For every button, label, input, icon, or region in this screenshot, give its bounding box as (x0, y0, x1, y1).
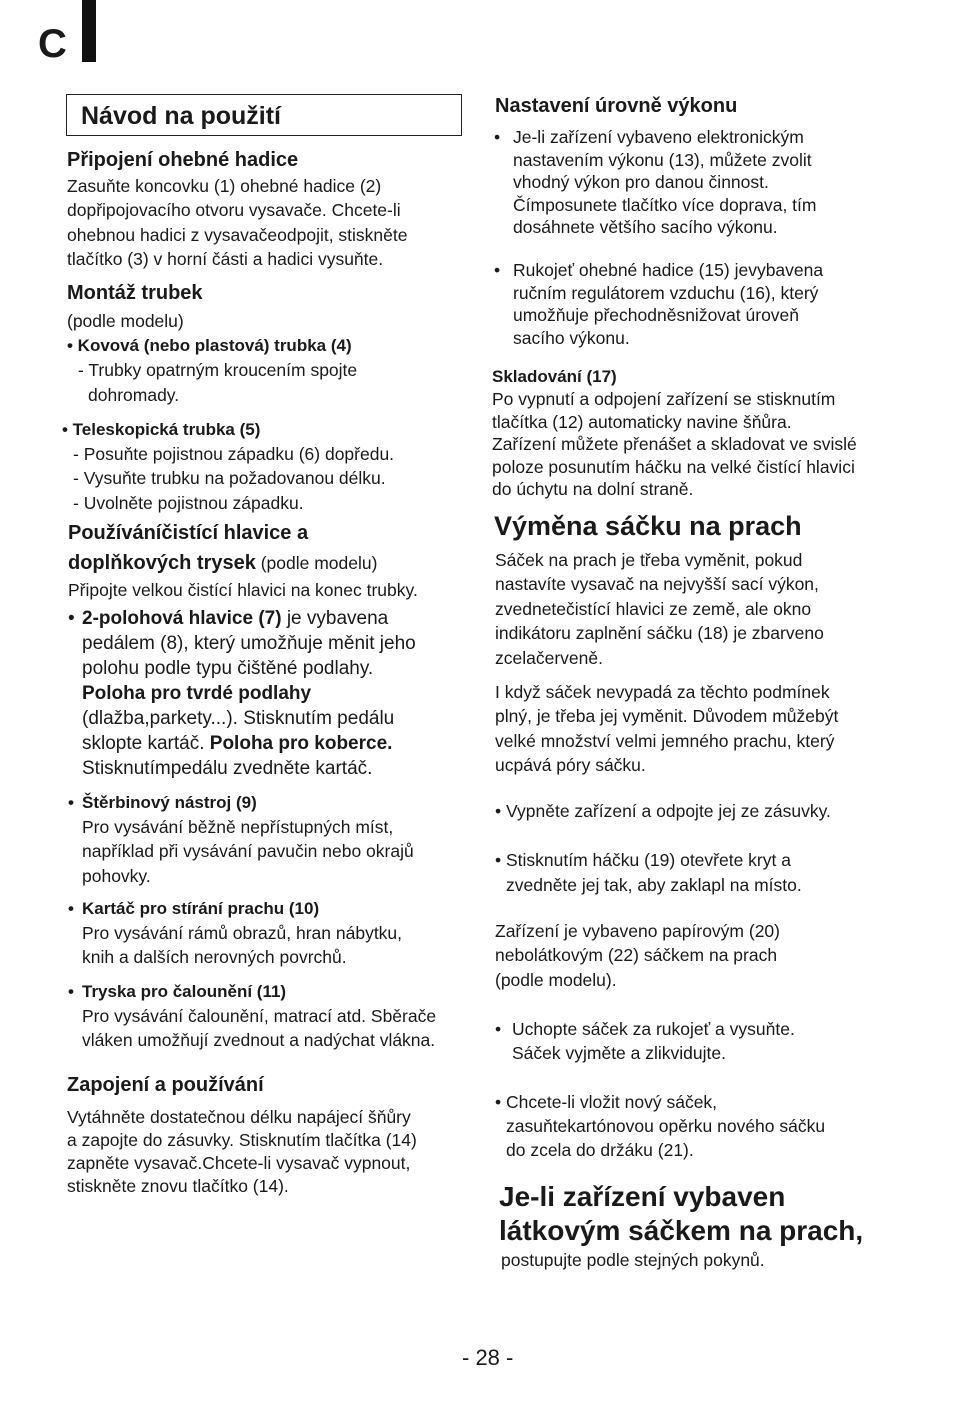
bag-paragraph-1: Sáček na prach je třeba vyměnit, pokud nastavíte vysavač na nejvyšší sací výkon, zvednetečistící hlavici ze země, ale okno indikátoru zaplnění sáčku (18) je zbarveno zcelačerveně. (495, 550, 824, 668)
metal-tube-line-1: - Trubky opatrným kroucením spojte (78, 360, 358, 380)
power-bullet-1-text: Je-li zařízení vybaveno elektronickým nastavením výkonu (13), můžete zvolit vhodný výkon pro danou činnost. Čímposunete tlačítko více doprava, tím dosáhnete většího sacího výkonu. (513, 127, 817, 237)
section-heading-power: Nastavení úrovně výkonu (495, 95, 738, 117)
bag-paragraph-2: I když sáček nevypadá za těchto podmínek plný, je třeba jej vyměnit. Důvodem můžebýt velké množství velmi jemného prachu, který ucpává póry sáčku. (495, 682, 839, 776)
power-bullet-1-dot: • (494, 127, 501, 147)
telescopic-tube-title: • Teleskopická trubka (5) (62, 420, 261, 439)
section-heading-tubes: Montáž trubek (67, 282, 203, 304)
upholstery-nozzle-text: Pro vysávání čalounění, matrací atd. Sběrače vláken umožňují zvednout a nadýchat vlákna. (82, 1006, 437, 1051)
power-bullet-2-text: Rukojeť ohebné hadice (15) jevybavena ručním regulátorem vzduchu (16), který umožňuje přechodněsnižovat úroveň sacího výkonu. (513, 260, 824, 348)
section-heading-hose: Připojení ohebné hadice (67, 149, 299, 171)
bag-bullet-remove-dot: • (495, 1019, 502, 1039)
bag-paragraph-3: Zařízení je vybaveno papírovým (20) nebolátkovým (22) sáčkem na prach (podle modelu). (495, 921, 780, 990)
power-bullet-2-dot: • (494, 260, 501, 280)
operation-text: Vytáhněte dostatečnou délku napájecí šňůry a zapojte do zásuvky. Stisknutím tlačítka (14) zapněte vysavač.Chcete-li vysavač vypnout, stiskněte znovu tlačítko (14). (67, 1107, 417, 1196)
crevice-tool-text: Pro vysávání běžně nepřístupných míst, například při vysávání pavučin nebo okrajů pohovky. (82, 817, 414, 886)
page-title: Návod na použití (81, 102, 281, 130)
heads-intro: Připojte velkou čistící hlavici na konec trubky. (68, 580, 418, 600)
dust-brush-bullet: • (68, 899, 74, 918)
telescopic-tube-text: - Posuňte pojistnou západku (6) dopředu. - Vysuňte trubku na požadovanou délku. - Uvolněte pojistnou západku. (73, 444, 395, 513)
language-marker: C (38, 22, 67, 66)
bag-bullet-unplug: • Vypněte zařízení a odpojte jej ze zásuvky. (495, 801, 831, 821)
section-heading-storage: Skladování (17) (492, 367, 617, 386)
section-heading-bag: Výměna sáčku na prach (494, 511, 802, 541)
page-number: - 28 - (462, 1345, 514, 1370)
hose-text: Zasuňte koncovku (1) ohebné hadice (2) dopřipojovacího otvoru vysavače. Chcete-li ohebnou hadici z vysavačeodpojit, stiskněte tlačítko (3) v horní části a hadici vysuňte. (67, 176, 408, 270)
two-position-head-text: 2-polohová hlavice (7) je vybavena pedálem (8), který umožňuje měnit jeho polohu podle typu čištěné podlahy. Poloha pro tvrdé podlahy (dlažba,parkety...). Stisknutím pedálu sklopte kartáč. Poloha pro koberce. Stisknutímpedálu zvedněte kartáč. (82, 608, 416, 779)
storage-text: Po vypnutí a odpojení zařízení se stisknutím tlačítka (12) automaticky navine šňůra. Zařízení můžete přenášet a skladovat ve svislé poloze posunutím háčku na velké čistící hlavici do úchytu na dolní straně. (492, 389, 857, 499)
section-heading-cloth-bag: Je-li zařízení vybaven látkovým sáčkem na prach, (499, 1181, 864, 1246)
cloth-bag-text: postupujte podle stejných pokynů. (501, 1250, 765, 1270)
bag-bullet-insert-text: zasuňtekartónovou opěrku nového sáčku do zcela do držáku (21). (506, 1116, 826, 1161)
metal-tube-title: • Kovová (nebo plastová) trubka (4) (67, 336, 352, 355)
two-position-head-bullet: • (68, 608, 75, 629)
upholstery-nozzle-title: Tryska pro čalounění (11) (82, 982, 287, 1001)
bag-bullet-open-line-2: zvedněte jej tak, aby zaklapl na místo. (506, 875, 802, 895)
section-heading-operation: Zapojení a používání (67, 1074, 264, 1096)
crevice-tool-bullet: • (68, 793, 74, 812)
crevice-tool-title: Štěrbinový nástroj (9) (82, 793, 257, 812)
page-title-box (66, 94, 462, 136)
language-bar (82, 0, 96, 62)
metal-tube-line-2: dohromady. (88, 385, 180, 405)
section-heading-heads: Používáníčistící hlavice a doplňkových trysek (podle modelu) (68, 522, 378, 574)
dust-brush-title: Kartáč pro stírání prachu (10) (82, 899, 320, 918)
upholstery-nozzle-bullet: • (68, 982, 74, 1001)
bag-bullet-insert-line-1: • Chcete-li vložit nový sáček, (495, 1092, 718, 1112)
bag-bullet-remove-text: Uchopte sáček za rukojeť a vysuňte. Sáček vyjměte a zlikvidujte. (512, 1019, 795, 1064)
bag-bullet-open-line-1: • Stisknutím háčku (19) otevřete kryt a (495, 850, 791, 870)
tubes-note: (podle modelu) (67, 311, 184, 331)
dust-brush-text: Pro vysávání rámů obrazů, hran nábytku, knih a dalších nerovných povrchů. (82, 923, 403, 968)
